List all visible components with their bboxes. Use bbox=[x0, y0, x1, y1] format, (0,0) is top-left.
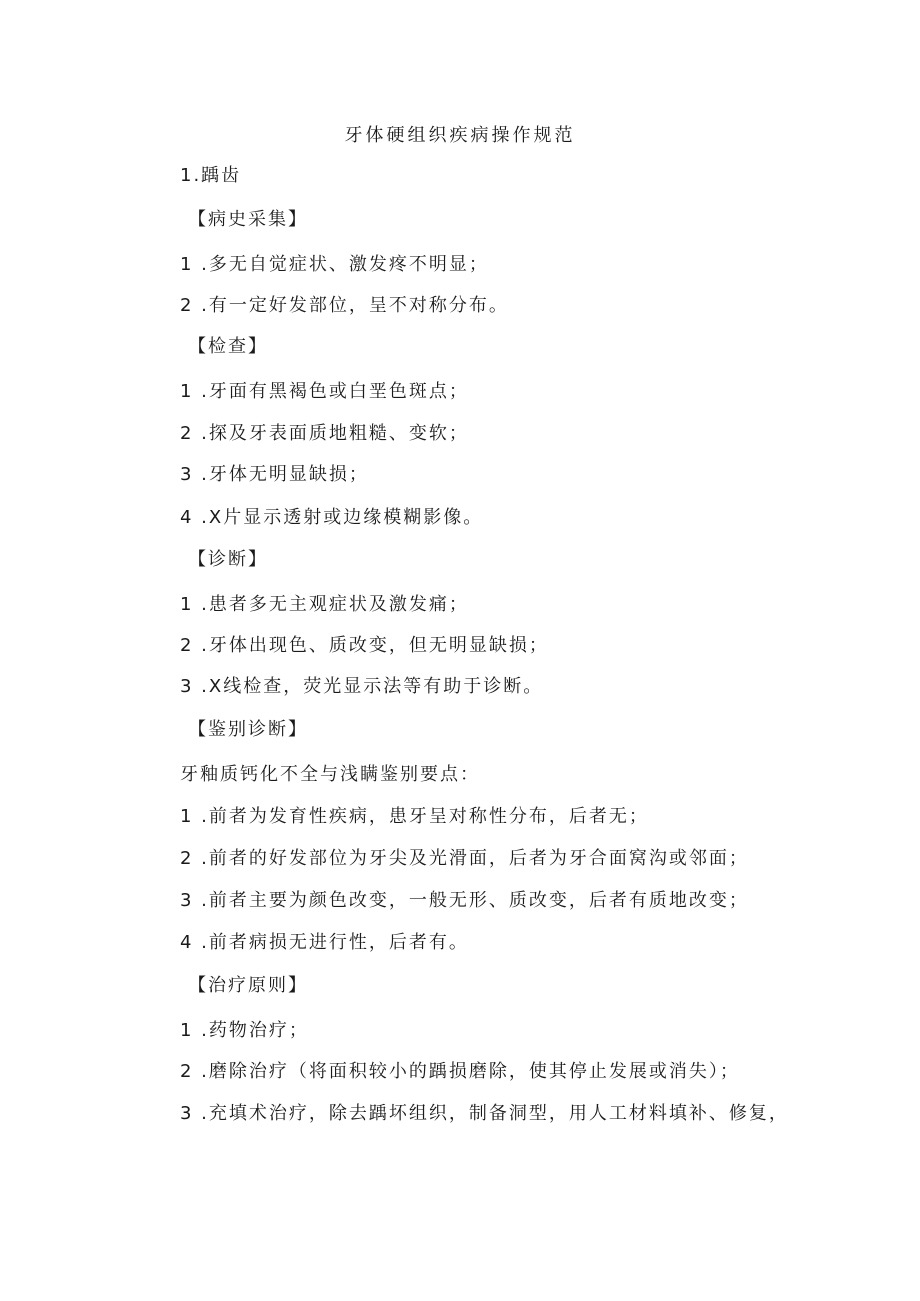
section-heading: 1.踽齿 bbox=[180, 165, 242, 186]
exam-item: 3 .牙体无明显缺损； bbox=[180, 464, 369, 485]
exam-heading: 【检查】 bbox=[188, 336, 268, 357]
differential-heading: 【鉴别诊断】 bbox=[188, 719, 308, 740]
differential-item: 3 .前者主要为颜色改变，一般无形、质改变，后者有质地改变； bbox=[180, 890, 749, 911]
document-title: 牙体硬组织疾病操作规范 bbox=[344, 125, 576, 146]
treatment-item: 3 .充填术治疗，除去踽坏组织，制备洞型，用人工材料填补、修复， bbox=[180, 1103, 789, 1124]
treatment-item: 2 .磨除治疗（将面积较小的踽损磨除，使其停止发展或消失）； bbox=[180, 1061, 740, 1082]
history-item: 2 .有一定好发部位，呈不对称分布。 bbox=[180, 295, 509, 316]
treatment-heading: 【治疗原则】 bbox=[188, 975, 308, 996]
diagnosis-heading: 【诊断】 bbox=[188, 549, 268, 570]
treatment-item: 1 .药物治疗； bbox=[180, 1020, 309, 1041]
history-item: 1 .多无自觉症状、激发疼不明显； bbox=[180, 254, 489, 275]
exam-item: 1 .牙面有黑褐色或白垩色斑点； bbox=[180, 381, 469, 402]
differential-item: 4 .前者病损无进行性，后者有。 bbox=[180, 932, 469, 953]
diagnosis-item: 3 .X线检查，荧光显示法等有助于诊断。 bbox=[180, 676, 544, 697]
differential-item: 2 .前者的好发部位为牙尖及光滑面，后者为牙合面窝沟或邻面； bbox=[180, 848, 749, 869]
diagnosis-item: 2 .牙体出现色、质改变，但无明显缺损； bbox=[180, 635, 549, 656]
differential-item: 1 .前者为发育性疾病，患牙呈对称性分布，后者无； bbox=[180, 806, 649, 827]
exam-item: 4 .X片显示透射或边缘模糊影像。 bbox=[180, 507, 484, 528]
history-heading: 【病史采集】 bbox=[188, 209, 308, 230]
diagnosis-item: 1 .患者多无主观症状及激发痛； bbox=[180, 594, 469, 615]
differential-intro: 牙釉质钙化不全与浅瞒鉴别要点： bbox=[180, 764, 480, 785]
exam-item: 2 .探及牙表面质地粗糙、变软； bbox=[180, 423, 469, 444]
